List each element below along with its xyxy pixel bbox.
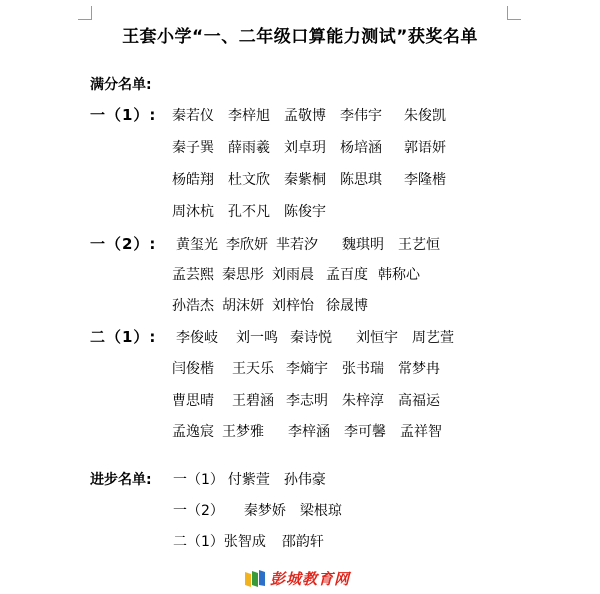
- student-name: 杨皓翔: [172, 172, 214, 188]
- student-name: 朱俊凯: [404, 108, 446, 124]
- student-name: 秦子巽: [172, 140, 214, 156]
- student-name: 周艺萱: [412, 330, 454, 346]
- student-name: 芈若汐: [276, 237, 318, 253]
- student-name: 李志明: [286, 393, 328, 409]
- progress-heading: 进步名单:: [90, 472, 152, 488]
- progress-class-label: 二（1）: [173, 534, 224, 550]
- student-name: 刘恒宇: [356, 330, 398, 346]
- student-name: 刘一鸣: [236, 330, 278, 346]
- name-row: [176, 234, 454, 254]
- student-name: 闫俊楷: [172, 361, 214, 377]
- student-name: 王天乐: [232, 361, 274, 377]
- student-name: 付紫萱: [227, 472, 270, 488]
- student-name: 徐晟博: [326, 298, 368, 314]
- crop-mark-right-v: [507, 6, 508, 20]
- student-name: 孟逸宸: [172, 424, 214, 440]
- page-title: 王套小学“一、二年级口算能力测试”获奖名单: [122, 27, 478, 47]
- student-name: 孙浩杰: [172, 298, 214, 314]
- student-name: 李俊岐: [176, 330, 218, 346]
- name-row: [172, 295, 382, 315]
- student-name: 孟芸熙: [172, 267, 214, 283]
- student-name: 魏琪明: [342, 237, 384, 253]
- name-row: [172, 390, 454, 410]
- student-name: 李梓旭: [228, 108, 270, 124]
- student-name: 王梦雅: [222, 424, 264, 440]
- progress-row: [173, 500, 356, 520]
- student-name: 陈思琪: [340, 172, 382, 188]
- name-row: [172, 264, 434, 284]
- student-name: 刘雨晨: [272, 267, 314, 283]
- crop-mark-right-h: [507, 19, 521, 20]
- full-score-heading: 满分名单:: [90, 77, 152, 93]
- student-name: 孟敬博: [284, 108, 326, 124]
- student-name: 李可馨: [344, 424, 386, 440]
- name-row: [172, 201, 340, 221]
- name-row: [172, 358, 454, 378]
- student-name: 秦思彤: [222, 267, 264, 283]
- crop-mark-left-v: [91, 6, 92, 20]
- student-name: 常梦冉: [398, 361, 440, 377]
- crop-mark-left-h: [78, 19, 92, 20]
- student-name: 秦紫桐: [284, 172, 326, 188]
- student-name: 孟百度: [326, 267, 368, 283]
- student-name: 李欣妍: [226, 237, 268, 253]
- name-row: [172, 169, 460, 189]
- class-label-1-2: 一（2）:: [90, 235, 157, 253]
- student-name: 孔不凡: [228, 204, 270, 220]
- student-name: 李熵宇: [286, 361, 328, 377]
- student-name: 秦梦娇: [243, 503, 286, 519]
- class-label-2-1: 二（1）:: [90, 328, 157, 346]
- student-name: 李伟宇: [340, 108, 382, 124]
- student-name: 郭语妍: [404, 140, 446, 156]
- student-name: 王碧涵: [232, 393, 274, 409]
- student-name: 曹思晴: [172, 393, 214, 409]
- student-name: 刘梓怡: [272, 298, 314, 314]
- student-name: 孟祥智: [400, 424, 442, 440]
- student-name: 秦诗悦: [290, 330, 332, 346]
- name-row: [172, 105, 460, 125]
- name-row: [176, 327, 468, 347]
- book-icon: [244, 568, 266, 588]
- student-name: 梁根琼: [299, 503, 342, 519]
- student-name: 李梓涵: [288, 424, 330, 440]
- student-name: 黄玺光: [176, 237, 218, 253]
- student-name: 薛雨羲: [228, 140, 270, 156]
- student-name: 李隆楷: [404, 172, 446, 188]
- student-name: 朱梓淳: [342, 393, 384, 409]
- class-label-1-1: 一（1）:: [90, 106, 157, 124]
- site-watermark-logo: [244, 566, 350, 590]
- student-name: 杜文欣: [228, 172, 270, 188]
- student-name: 陈俊宇: [284, 204, 326, 220]
- name-row: [172, 421, 456, 441]
- progress-row: [173, 469, 340, 489]
- progress-class-label: 一（1）: [173, 472, 224, 488]
- progress-class-label: 一（2）: [173, 503, 224, 519]
- student-name: 韩称心: [378, 267, 420, 283]
- student-name: 高福运: [398, 393, 440, 409]
- student-name: 孙伟豪: [283, 472, 326, 488]
- student-name: 刘卓玥: [284, 140, 326, 156]
- student-name: 周沐杭: [172, 204, 214, 220]
- name-row: [172, 137, 460, 157]
- student-name: 胡沫妍: [222, 298, 264, 314]
- student-name: 王艺恒: [398, 237, 440, 253]
- student-name: 张智成: [223, 534, 266, 550]
- student-name: 秦若仪: [172, 108, 214, 124]
- student-name: 杨培涵: [340, 140, 382, 156]
- student-name: 张书瑞: [342, 361, 384, 377]
- student-name: 邵韵轩: [281, 534, 324, 550]
- progress-row: [173, 531, 338, 551]
- watermark-text: 彭城教育网: [270, 569, 351, 588]
